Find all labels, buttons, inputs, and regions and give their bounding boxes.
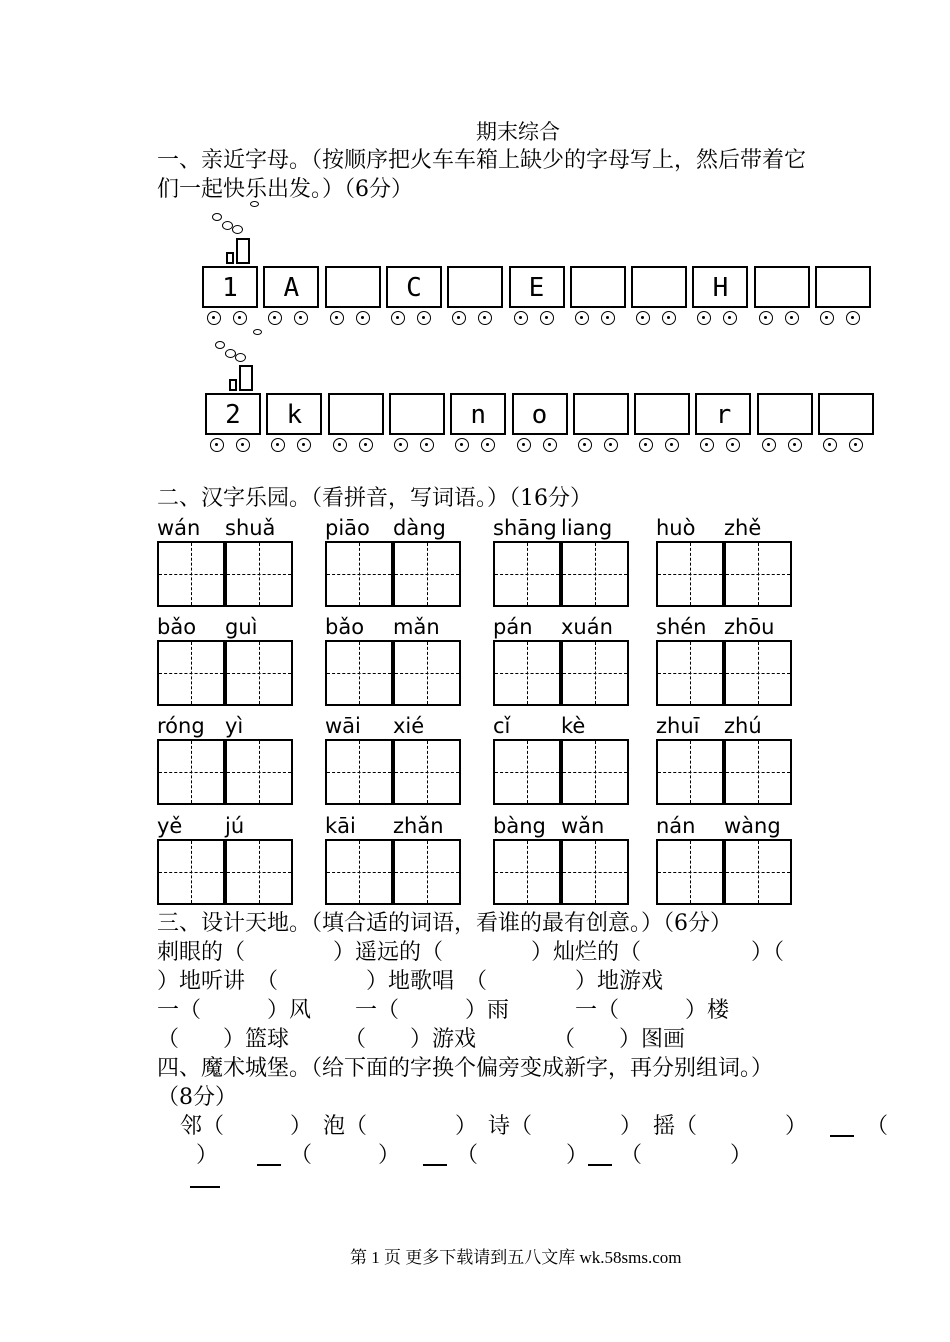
- wheel-icon: [662, 311, 676, 325]
- pinyin-label: yě: [157, 814, 183, 838]
- wheel-icon: [759, 311, 773, 325]
- train1-car[interactable]: [325, 266, 381, 308]
- train2-car[interactable]: [757, 393, 813, 435]
- wheel-icon: [394, 438, 408, 452]
- train1-car: C: [386, 266, 442, 308]
- section1-line1: 一、亲近字母。（按顺序把火车车箱上缺少的字母写上，然后带着它: [157, 148, 807, 173]
- pinyin-label: cǐ: [493, 714, 511, 738]
- answer-blank[interactable]: [423, 1146, 447, 1170]
- tianzige-box[interactable]: [325, 839, 393, 905]
- pinyin-label: guì: [225, 615, 258, 639]
- smoke-puff-icon: [253, 329, 262, 335]
- wheel-icon: [452, 311, 466, 325]
- wheel-icon: [455, 438, 469, 452]
- pinyin-label: kāi: [325, 814, 356, 838]
- pinyin-label: huò: [656, 516, 696, 540]
- chimney-icon: [236, 238, 250, 264]
- tianzige-box[interactable]: [157, 739, 225, 805]
- train1-car: 1: [202, 266, 258, 308]
- wheel-icon: [330, 311, 344, 325]
- wheel-icon: [297, 438, 311, 452]
- train1-car[interactable]: [815, 266, 871, 308]
- wheel-icon: [210, 438, 224, 452]
- tianzige-box[interactable]: [225, 739, 293, 805]
- tianzige-box[interactable]: [493, 839, 561, 905]
- wheel-icon: [207, 311, 221, 325]
- pinyin-label: zhě: [724, 516, 762, 540]
- wheel-icon: [849, 438, 863, 452]
- tianzige-box[interactable]: [393, 541, 461, 607]
- wheel-icon: [236, 438, 250, 452]
- tianzige-box[interactable]: [157, 541, 225, 607]
- section4-line1: 邻（ ） 泡（ ） 诗（ ） 摇（ ）: [180, 1114, 808, 1139]
- answer-blank[interactable]: [588, 1146, 612, 1170]
- tianzige-box[interactable]: [225, 839, 293, 905]
- train2-car: 2: [205, 393, 261, 435]
- wheel-icon: [723, 311, 737, 325]
- tianzige-box[interactable]: [393, 739, 461, 805]
- train2-car: r: [695, 393, 751, 435]
- wheel-icon: [417, 311, 431, 325]
- wheel-icon: [271, 438, 285, 452]
- answer-blank[interactable]: [830, 1117, 854, 1141]
- wheel-icon: [665, 438, 679, 452]
- train2-car[interactable]: [634, 393, 690, 435]
- wheel-icon: [604, 438, 618, 452]
- wheel-icon: [820, 311, 834, 325]
- tianzige-box[interactable]: [225, 541, 293, 607]
- tianzige-box[interactable]: [561, 839, 629, 905]
- tianzige-box[interactable]: [724, 839, 792, 905]
- pinyin-label: wǎn: [561, 814, 605, 838]
- wheel-icon: [700, 438, 714, 452]
- tianzige-box[interactable]: [656, 839, 724, 905]
- tianzige-box[interactable]: [656, 640, 724, 706]
- wheel-icon: [356, 311, 370, 325]
- section3-line2: ）地听讲 （ ）地歌唱 （ ）地游戏: [157, 969, 664, 994]
- wheel-icon: [726, 438, 740, 452]
- smoke-puff-icon: [235, 353, 246, 362]
- tianzige-box[interactable]: [393, 640, 461, 706]
- wheel-icon: [578, 438, 592, 452]
- wheel-icon: [601, 311, 615, 325]
- pinyin-label: zhuī: [656, 714, 700, 738]
- wheel-icon: [478, 311, 492, 325]
- tianzige-box[interactable]: [561, 541, 629, 607]
- section4-line2b: （ ）: [290, 1143, 401, 1168]
- page-footer: 第 1 页 更多下载请到五八文库 wk.58sms.com: [350, 1248, 682, 1267]
- tianzige-box[interactable]: [225, 640, 293, 706]
- pinyin-label: nán: [656, 814, 696, 838]
- tianzige-box[interactable]: [157, 839, 225, 905]
- pinyin-label: dàng: [393, 516, 446, 540]
- smoke-puff-icon: [212, 213, 222, 221]
- chimney-icon: [229, 379, 237, 391]
- wheel-icon: [391, 311, 405, 325]
- wheel-icon: [762, 438, 776, 452]
- tianzige-box[interactable]: [724, 541, 792, 607]
- wheel-icon: [636, 311, 650, 325]
- pinyin-label: piāo: [325, 516, 370, 540]
- pinyin-label: pán: [493, 615, 533, 639]
- section3-line3: 一（ ）风 一（ ）雨 一（ ）楼: [157, 998, 730, 1023]
- pinyin-label: róng: [157, 714, 205, 738]
- tianzige-box[interactable]: [393, 839, 461, 905]
- train1-car[interactable]: [570, 266, 626, 308]
- tianzige-box[interactable]: [561, 739, 629, 805]
- section2-heading: 二、汉字乐园。（看拼音，写词语。）（16分）: [157, 486, 592, 511]
- pinyin-label: kè: [561, 714, 586, 738]
- train1-car: H: [692, 266, 748, 308]
- tianzige-box[interactable]: [656, 739, 724, 805]
- tianzige-box[interactable]: [157, 640, 225, 706]
- pinyin-label: bǎo: [325, 615, 365, 639]
- pinyin-label: zhú: [724, 714, 762, 738]
- train2-car: n: [450, 393, 506, 435]
- tianzige-box[interactable]: [493, 541, 561, 607]
- tianzige-box[interactable]: [493, 739, 561, 805]
- pinyin-label: wàng: [724, 814, 781, 838]
- pinyin-label: xié: [393, 714, 425, 738]
- train2-car: o: [512, 393, 568, 435]
- tianzige-box[interactable]: [656, 541, 724, 607]
- pinyin-label: mǎn: [393, 615, 440, 639]
- wheel-icon: [294, 311, 308, 325]
- answer-blank[interactable]: [257, 1146, 281, 1170]
- wheel-icon: [543, 438, 557, 452]
- pinyin-label: wāi: [325, 714, 361, 738]
- train1-car: E: [509, 266, 565, 308]
- section4-line1-tail: （: [866, 1114, 889, 1139]
- section3-heading: 三、设计天地。（填合适的词语，看谁的最有创意。）（6分）: [157, 911, 732, 936]
- chimney-icon: [239, 365, 253, 391]
- pinyin-label: shāng: [493, 516, 557, 540]
- pinyin-label: zhǎn: [393, 814, 444, 838]
- wheel-icon: [846, 311, 860, 325]
- chimney-icon: [226, 252, 234, 264]
- wheel-icon: [788, 438, 802, 452]
- wheel-icon: [233, 311, 247, 325]
- tianzige-box[interactable]: [325, 541, 393, 607]
- wheel-icon: [359, 438, 373, 452]
- tianzige-box[interactable]: [561, 640, 629, 706]
- pinyin-label: shuǎ: [225, 516, 276, 540]
- wheel-icon: [575, 311, 589, 325]
- wheel-icon: [268, 311, 282, 325]
- wheel-icon: [514, 311, 528, 325]
- pinyin-label: zhōu: [724, 615, 775, 639]
- tianzige-box[interactable]: [724, 640, 792, 706]
- wheel-icon: [540, 311, 554, 325]
- pinyin-label: liang: [561, 516, 613, 540]
- wheel-icon: [823, 438, 837, 452]
- section3-line4: （ ）篮球 （ ）游戏 （ ）图画: [157, 1027, 686, 1052]
- pinyin-label: yì: [225, 714, 244, 738]
- pinyin-label: bàng: [493, 814, 546, 838]
- page-title: 期末综合: [476, 120, 560, 144]
- answer-blank[interactable]: [190, 1168, 220, 1192]
- section4-line2d: （ ）: [620, 1143, 753, 1168]
- pinyin-label: wán: [157, 516, 201, 540]
- section4-line2c: （ ）: [456, 1143, 589, 1168]
- wheel-icon: [639, 438, 653, 452]
- section3-line1: 刺眼的（ ）遥远的（ ）灿烂的（ ）（: [157, 940, 785, 965]
- smoke-puff-icon: [232, 225, 243, 234]
- wheel-icon: [697, 311, 711, 325]
- pinyin-label: shén: [656, 615, 707, 639]
- section4-heading: 四、魔术城堡。（给下面的字换个偏旁变成新字，再分别组词。）: [157, 1056, 774, 1081]
- train2-car[interactable]: [818, 393, 874, 435]
- train1-car[interactable]: [754, 266, 810, 308]
- tianzige-box[interactable]: [493, 640, 561, 706]
- pinyin-label: jú: [225, 814, 245, 838]
- train1-car[interactable]: [631, 266, 687, 308]
- train1-car[interactable]: [447, 266, 503, 308]
- train1-car: A: [263, 266, 319, 308]
- train2-car: k: [266, 393, 322, 435]
- section4-line2a: ）: [196, 1143, 219, 1168]
- train2-car[interactable]: [389, 393, 445, 435]
- wheel-icon: [481, 438, 495, 452]
- wheel-icon: [333, 438, 347, 452]
- tianzige-box[interactable]: [325, 739, 393, 805]
- pinyin-label: bǎo: [157, 615, 197, 639]
- smoke-puff-icon: [250, 201, 259, 207]
- train2-car[interactable]: [328, 393, 384, 435]
- section1-line2: 们一起快乐出发。）（6分）: [157, 177, 413, 202]
- section4-score: （8分）: [157, 1085, 237, 1110]
- smoke-puff-icon: [215, 341, 225, 349]
- train2-car[interactable]: [573, 393, 629, 435]
- wheel-icon: [420, 438, 434, 452]
- tianzige-box[interactable]: [724, 739, 792, 805]
- pinyin-label: xuán: [561, 615, 613, 639]
- tianzige-box[interactable]: [325, 640, 393, 706]
- wheel-icon: [517, 438, 531, 452]
- wheel-icon: [785, 311, 799, 325]
